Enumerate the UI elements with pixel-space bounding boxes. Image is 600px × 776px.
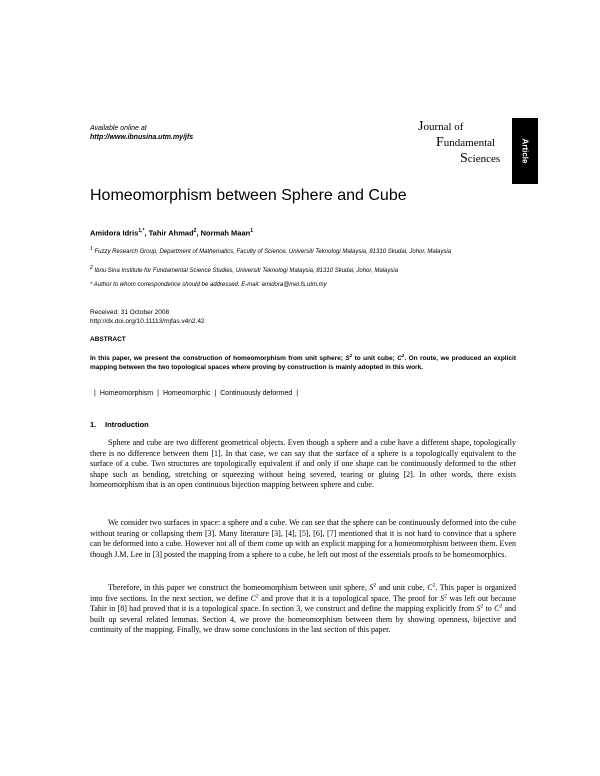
journal-logo-capital: S: [460, 151, 468, 166]
paragraph-text: to: [483, 604, 495, 614]
paragraph-text: was left out because Tahir in [8] had proved that it is a topological space. In section 3, we construct and define the mapping explicitly from: [90, 593, 517, 614]
section-title: Introduction: [105, 420, 149, 429]
journal-logo-capital: J: [418, 119, 424, 134]
author-affil-marker: 2: [193, 228, 197, 234]
keyword: Continuously deformed: [220, 390, 293, 397]
affiliation-text: Ibnu Sina Institute for Fundamental Science Studies, Universiti Teknologi Malaysia, 81310 Skudai, Johor, Malaysia: [94, 268, 399, 274]
journal-logo-line1: [418, 119, 504, 135]
affiliation-marker: 2: [90, 265, 93, 271]
keyword-separator: |: [157, 390, 159, 397]
section-number: 1.: [90, 420, 97, 429]
available-online-label: Available online at: [90, 125, 147, 132]
journal-logo-line2: [418, 135, 504, 151]
paper-title: Homeomorphism between Sphere and Cube: [90, 187, 407, 204]
author-list: Amidora Idris$^{1,*}$, Tahir Ahmad$^2$, Normah Maan$^1$: [90, 228, 253, 238]
author-name: Tahir Ahmad: [148, 228, 194, 238]
paragraph-text: and unit cube,: [376, 583, 428, 592]
paragraph-text: and built up several related lemmas. Section 4, we prove the homeomorphism between them by showing openness, bijective and continuity of the mapping. Finally, we draw some conclusions in the last section of this paper.: [90, 604, 516, 635]
paragraph-text: Therefore, in this paper we construct the homeomorphism between unit sphere,: [108, 583, 370, 592]
keyword-separator: |: [296, 390, 299, 397]
affiliation-marker: 1: [90, 246, 93, 252]
author-name: Amidora Idris: [90, 228, 139, 238]
math-superscript: 2: [401, 353, 405, 358]
journal-logo-text: ournal of: [423, 121, 464, 133]
math-symbol: S: [345, 355, 350, 363]
journal-logo: [418, 119, 504, 167]
journal-logo-text: ciences: [467, 153, 501, 165]
journal-logo-text: undamental: [443, 137, 496, 149]
journal-logo-line3: [418, 151, 504, 167]
abstract-heading: ABSTRACT: [90, 336, 126, 343]
math-symbol: C: [397, 355, 402, 363]
journal-url[interactable]: http://www.ibnusina.utm.my/jfs: [90, 134, 194, 141]
paragraph-text: . This paper is organized into five sections. In the next section, we define: [90, 583, 516, 603]
math-symbol: C: [494, 604, 500, 614]
keyword: Homeomorphic: [162, 390, 211, 397]
affiliation: [90, 264, 520, 275]
abstract-body: [90, 351, 516, 372]
body-paragraph: We consider two surfaces in space: a sphere and a cube. We can see that the sphere can be continuously deformed into the cube without tearing or collapsing them [3]. Many literature [3], [4], [5], [6], [7] mentioned that it is not hard to convince that a sphere can be deformed into a cube. However not all of them come up with an explicit mapping for a homeomorphism between them. Even though J.M. Lee in [3] posted the mapping from a sphere to a cube, he left out most of the essentials proofs to be homeomorphics.: [90, 518, 516, 559]
math-symbol: C: [250, 593, 256, 603]
math-superscript: 2: [255, 592, 259, 599]
math-symbol: S: [369, 583, 374, 592]
availability-note: [90, 124, 193, 142]
keyword-list: [90, 390, 302, 397]
keyword: Homeomorphism: [99, 390, 154, 397]
math-symbol: C: [427, 583, 433, 592]
publication-info: [90, 308, 205, 326]
affiliation-text: Fuzzy Research Group, Department of Mathematics, Faculty of Science, Universiti Teknologi Malaysia, 81310 Skudai, Johor, Malaysia: [94, 249, 452, 255]
section-heading: [90, 420, 149, 429]
math-superscript: 2: [499, 603, 503, 610]
affiliation: [90, 245, 520, 256]
body-paragraph: Sphere and cube are two different geometrical objects. Even though a sphere and a cube have a different shape, topologically there is no difference between them [1]. In that case, we can say that the surface of a sphere is a topologically equivalent to the surface of a cube. Two structures are topologically equivalent if and only if one shape can be continuously deformed to the other shape such as bending, stretching or squeezing without being severed, tearing or gluing [2]. In other words, there exists homeomorphism that is an open continuous bijection mapping between sphere and cube.: [90, 438, 516, 490]
body-paragraph: [90, 583, 516, 636]
received-date: Received: 31 October 2008: [90, 309, 170, 316]
math-superscript: 2: [480, 603, 484, 610]
math-superscript: 2: [432, 582, 436, 589]
doi-link[interactable]: http://dx.doi.org/10.11113/mjfas.v4n2.42: [90, 318, 205, 325]
keyword-separator: |: [214, 390, 217, 397]
abstract-text: In this paper, we present the construction of homeomorphism from unit sphere;: [90, 355, 346, 363]
abstract-text: . On route, we produced an explicit mapping between the two topological spaces where proving by construction is mainly adopted in this work.: [90, 355, 516, 372]
math-superscript: 2: [373, 582, 377, 589]
paragraph-text: and prove that it is a topological space. The proof for: [258, 593, 441, 603]
math-symbol: S: [476, 604, 481, 614]
article-type-tab: [512, 118, 538, 184]
correspondence-note: * Author to whom correspondence should be addressed. E-mail: amidora@mel.fs.utm.my: [90, 282, 327, 288]
math-superscript: 2: [444, 592, 447, 599]
keyword-separator: |: [94, 390, 96, 397]
article-type-label: Article: [520, 138, 530, 164]
journal-logo-capital: F: [436, 135, 444, 150]
math-superscript: 2: [349, 353, 353, 358]
author-affil-marker: 1,*: [138, 228, 145, 234]
author-affil-marker: 1: [250, 228, 253, 234]
math-symbol: S: [440, 593, 445, 603]
abstract-text: to unit cube;: [352, 355, 398, 363]
author-name: Normah Maan: [200, 228, 251, 238]
